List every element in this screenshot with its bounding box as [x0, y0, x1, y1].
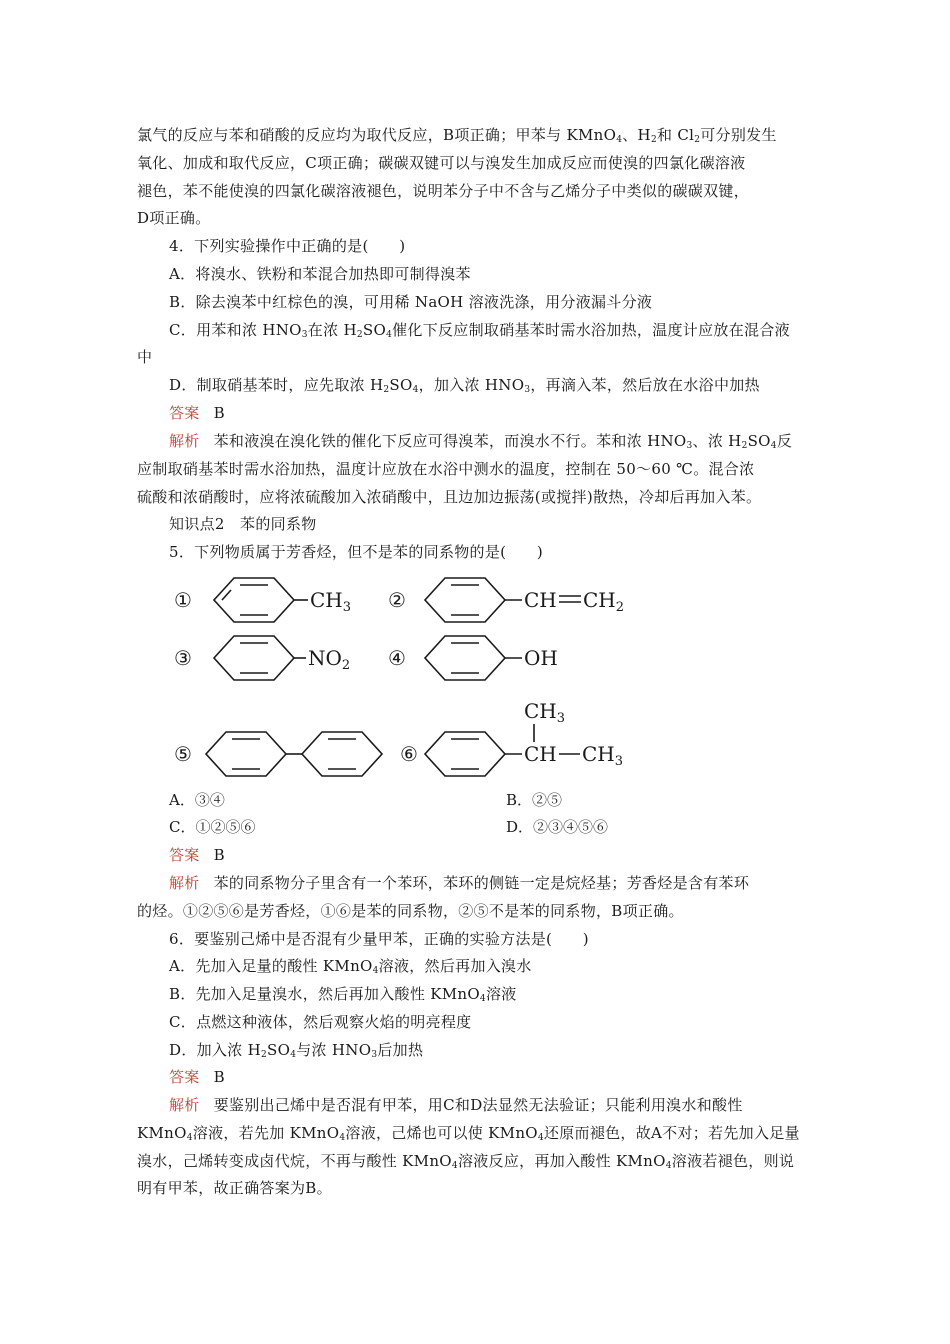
- question-stem: 4．下列实验操作中正确的是( ): [169, 237, 406, 255]
- structure-number: ①: [174, 588, 192, 612]
- formula-text: $NO_2$: [308, 646, 351, 673]
- structure-number: ④: [388, 646, 406, 670]
- text-line: 溴水，己烯转变成卤代烷，不再与酸性 KMnO$_4$溶液反应，再加入酸性 KMnO$_4$溶液若褪色，则说: [137, 1152, 795, 1171]
- option-b: B．除去溴苯中红棕色的溴，可用稀 NaOH 溶液洗涤，用分液漏斗分液: [169, 293, 653, 311]
- formula-text: CH: [524, 742, 557, 766]
- option-c: C．用苯和浓 $HNO_3$在浓 $H_2SO_4$催化下反应制取硝基苯时需水浴加热，温度计应放在混合液: [169, 321, 790, 340]
- answer-line: 答案 B: [169, 404, 225, 422]
- option-d: D．加入浓 $H_2SO_4$与浓 $HNO_3$后加热: [169, 1041, 424, 1060]
- structure-number: ③: [174, 646, 192, 670]
- text-line: 氯气的反应与苯和硝酸的反应均为取代反应，B项正确；甲苯与 KMnO$_4$、$H_2$和 $Cl_2$可分别发生: [137, 126, 777, 145]
- analysis-line: 解析 苯和液溴在溴化铁的催化下反应可得溴苯，而溴水不行。苯和浓 $HNO_3$、浓 $H_2SO_4$反: [169, 432, 793, 451]
- structure-number: ⑤: [174, 742, 192, 766]
- text-line: 氧化、加成和取代反应，C项正确；碳碳双键可以与溴发生加成反应而使溴的四氯化碳溶液: [137, 154, 746, 172]
- text-line: KMnO$_4$溶液，若先加 KMnO$_4$溶液，己烯也可以使 KMnO$_4$还原而褪色，故A不对；若先加入足量: [137, 1124, 800, 1143]
- text-line: 应制取硝基苯时需水浴加热，温度计应放在水浴中测水的温度，控制在 50～60 ℃。混合浓: [137, 460, 755, 478]
- text-line: 明有甲苯，故正确答案为B。: [137, 1179, 332, 1197]
- formula-text: $CH_3$: [310, 588, 352, 615]
- text-line: 硫酸和浓硝酸时，应将浓硫酸加入浓硝酸中，且边加边振荡(或搅拌)散热，冷却后再加入苯。: [137, 488, 762, 506]
- question-stem: 5．下列物质属于芳香烃，但不是苯的同系物的是( ): [169, 543, 544, 561]
- option-a: A．③④: [169, 791, 225, 809]
- option-b: B．②⑤: [506, 791, 563, 809]
- option-b: B．先加入足量溴水，然后再加入酸性 KMnO$_4$溶液: [169, 985, 517, 1004]
- answer-line: 答案 B: [169, 1068, 225, 1086]
- answer-label: 答案: [169, 1068, 200, 1086]
- structure-diagram: [160, 570, 660, 785]
- option-c: C．①②⑤⑥: [169, 818, 256, 836]
- analysis-label: 解析: [169, 874, 200, 892]
- text-line: D项正确。: [137, 209, 211, 227]
- option-a: A．将溴水、铁粉和苯混合加热即可制得溴苯: [169, 265, 471, 283]
- section-heading: 知识点2 苯的同系物: [169, 515, 317, 533]
- formula-text: $CH_3$: [524, 699, 566, 726]
- answer-label: 答案: [169, 404, 200, 422]
- option-c: C．点燃这种液体，然后观察火焰的明亮程度: [169, 1013, 472, 1031]
- text-line: 的烃。①②⑤⑥是芳香烃，①⑥是苯的同系物，②⑤不是苯的同系物，B项正确。: [137, 902, 684, 920]
- formula-text: $CH_2$: [583, 588, 625, 615]
- text-line: 褪色，苯不能使溴的四氯化碳溶液褪色，说明苯分子中不含与乙烯分子中类似的碳碳双键，: [137, 182, 750, 200]
- option-a: A．先加入足量的酸性 KMnO$_4$溶液，然后再加入溴水: [169, 957, 532, 976]
- answer-line: 答案 B: [169, 846, 225, 864]
- option-d: D．②③④⑤⑥: [506, 818, 609, 836]
- answer-label: 答案: [169, 846, 200, 864]
- question-stem: 6．要鉴别己烯中是否混有少量甲苯，正确的实验方法是( ): [169, 930, 589, 948]
- formula-text: CH: [524, 588, 557, 612]
- formula-text: OH: [524, 646, 558, 670]
- analysis-label: 解析: [169, 1096, 200, 1114]
- analysis-line: 解析 苯的同系物分子里含有一个苯环，苯环的侧链一定是烷烃基；芳香烃是含有苯环: [169, 874, 750, 892]
- structure-number: ⑥: [400, 742, 418, 766]
- option-d: D．制取硝基苯时，应先取浓 $H_2SO_4$，加入浓 $HNO_3$，再滴入苯，然后放在水浴中加热: [169, 376, 760, 395]
- formula-text: $CH_3$: [582, 742, 624, 769]
- structure-number: ②: [388, 588, 406, 612]
- option-c-cont: 中: [137, 348, 153, 366]
- analysis-label: 解析: [169, 432, 200, 450]
- analysis-line: 解析 要鉴别出己烯中是否混有甲苯，用C和D法显然无法验证；只能利用溴水和酸性: [169, 1096, 743, 1114]
